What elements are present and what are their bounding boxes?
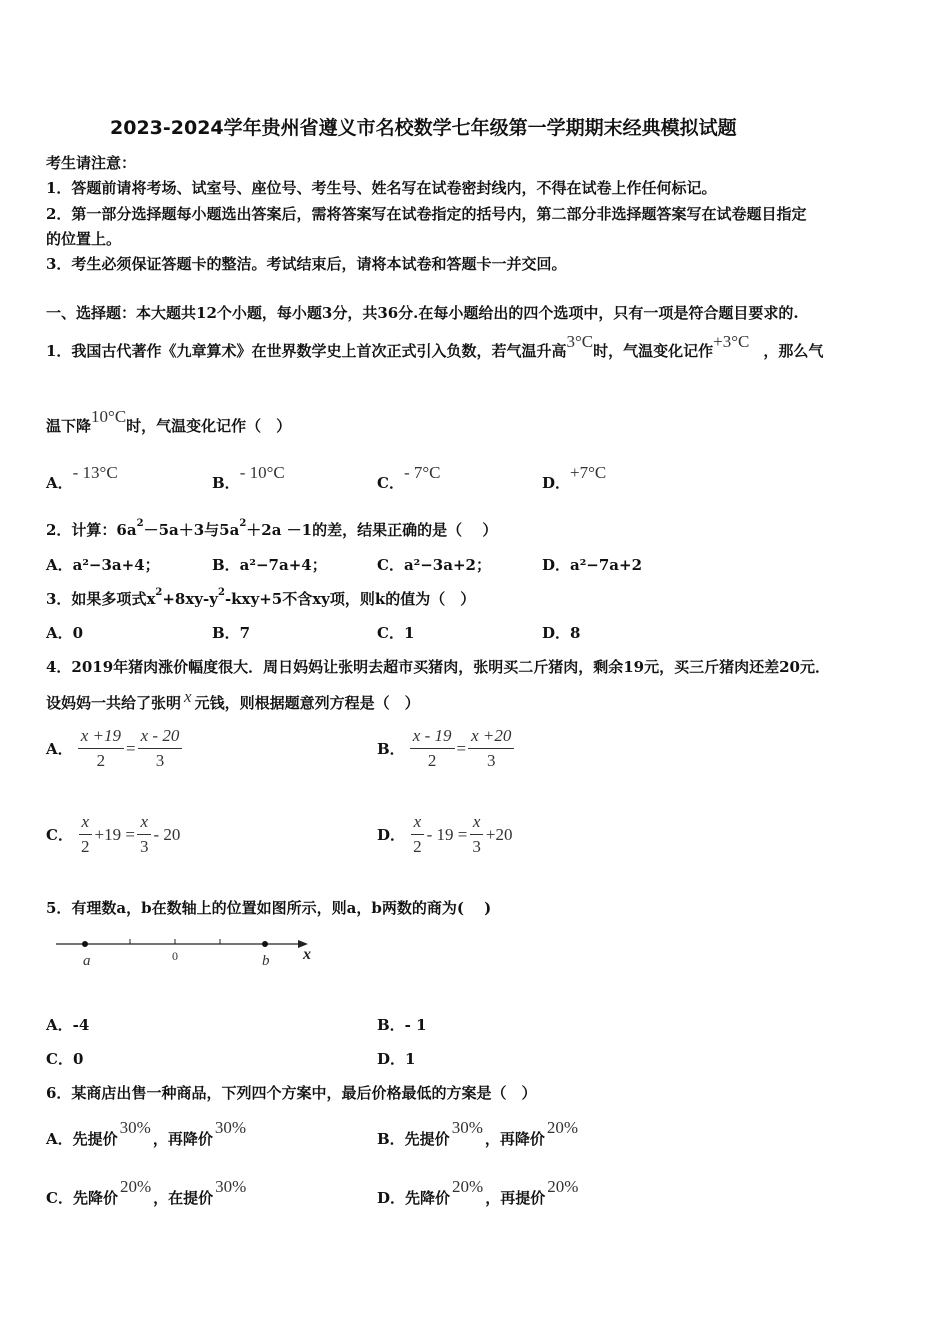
expression: - 19 =	[426, 824, 468, 844]
fraction	[468, 726, 514, 771]
q4-option-c[interactable]	[46, 812, 182, 857]
denominator: 2	[81, 837, 90, 856]
q6-option-c[interactable]	[46, 1177, 248, 1208]
option-label: C．	[377, 474, 404, 492]
numerator: x +20	[468, 726, 514, 749]
percent-value: 20%	[546, 1118, 579, 1137]
question-3-stem	[46, 588, 475, 609]
fraction	[469, 812, 484, 857]
q2-option-a[interactable]: A．a²−3a+4；	[46, 556, 160, 574]
numerator: x - 19	[410, 726, 455, 749]
q2-text: ＋2a －1的差，结果正确的是（ ）	[246, 521, 498, 539]
q5-option-c[interactable]: C．0	[46, 1050, 84, 1068]
q2-text: －5a＋3与5a	[143, 521, 240, 539]
q4-option-b[interactable]	[377, 726, 514, 771]
q2-option-c[interactable]: C．a²−3a+2；	[377, 556, 491, 574]
label-a: a	[83, 953, 91, 969]
q2-sup: 2	[239, 518, 247, 529]
option-text: ，再降价	[152, 1130, 213, 1148]
option-text: ，再降价	[484, 1130, 545, 1148]
notice-item: 3．考生必须保证答题卡的整洁。考试结束后，请将本试卷和答题卡一并交回。	[46, 255, 567, 273]
q1-option-a[interactable]	[46, 463, 118, 492]
option-label: D．	[542, 474, 571, 492]
denominator: 3	[472, 837, 481, 856]
option-label: D．	[377, 826, 406, 844]
q2-sup: 2	[136, 518, 144, 529]
option-text: ，在提价	[153, 1189, 214, 1207]
q1-option-d[interactable]	[542, 463, 607, 492]
option-text: C．先降价	[46, 1189, 118, 1207]
denominator: 3	[486, 751, 496, 770]
q1-text: 1．我国古代著作《九章算术》在世界数学史上首次正式引入负数，若气温升高	[46, 342, 567, 360]
option-value: - 10°C	[239, 463, 285, 482]
percent-value: 20%	[119, 1177, 152, 1196]
q1-math: 10°C	[91, 407, 127, 426]
label-x: x	[303, 946, 311, 963]
q1-option-c[interactable]	[377, 463, 441, 492]
q6-option-d[interactable]	[377, 1177, 580, 1208]
numerator: x - 20	[138, 726, 183, 749]
q2-option-b[interactable]: B．a²−7a+4；	[212, 556, 327, 574]
percent-value: 30%	[215, 1177, 247, 1196]
question-4-stem-line2	[46, 687, 420, 713]
question-1-stem	[46, 332, 824, 361]
q1-text: 时，气温变化记作	[593, 342, 714, 360]
q1-text: 时，气温变化记作（ ）	[126, 417, 292, 435]
q3-option-a[interactable]: A．0	[46, 624, 84, 642]
expression: - 20	[153, 824, 181, 844]
numerator: x	[137, 812, 151, 835]
percent-value: 20%	[452, 1177, 484, 1196]
q3-sup: 2	[155, 587, 163, 598]
option-label: A．	[46, 474, 73, 492]
option-text: A．先提价	[46, 1130, 118, 1148]
label-zero: 0	[172, 949, 178, 963]
question-5-stem: 5．有理数a，b在数轴上的位置如图所示，则a，b两数的商为( )	[46, 899, 492, 917]
point-b	[262, 941, 268, 947]
option-label: C．	[46, 826, 73, 844]
numerator: x	[79, 812, 93, 835]
label-b: b	[262, 953, 270, 969]
option-value: - 7°C	[403, 463, 441, 482]
q2-option-d[interactable]: D．a²−7a+2	[542, 556, 643, 574]
page-title: 2023-2024学年贵州省遵义市名校数学七年级第一学期期末经典模拟试题	[110, 117, 737, 139]
percent-value: 30%	[214, 1118, 246, 1137]
q5-option-a[interactable]: A．-4	[46, 1016, 90, 1034]
option-label: A．	[46, 740, 73, 758]
q3-sup: 2	[217, 587, 225, 598]
equals-sign: =	[126, 738, 136, 758]
denominator: 2	[427, 751, 437, 770]
option-text: ，再提价	[485, 1189, 546, 1207]
q5-option-b[interactable]: B．- 1	[377, 1016, 427, 1034]
notice-item: 的位置上。	[46, 230, 122, 248]
percent-value: 20%	[547, 1177, 579, 1196]
notice-item: 2．第一部分选择题每小题选出答案后，需将答案写在试卷指定的括号内，第二部分非选择题答案写在试卷题目指定	[46, 205, 807, 223]
expression: +19 =	[94, 824, 135, 844]
q4-option-d[interactable]	[377, 812, 514, 857]
q3-text: 3．如果多项式x	[46, 590, 156, 608]
option-label: B．	[377, 740, 405, 758]
q4-variable: x	[184, 687, 192, 706]
question-2-stem	[46, 519, 497, 540]
number-line-figure	[50, 930, 330, 975]
percent-value: 30%	[119, 1118, 151, 1137]
fraction	[410, 812, 425, 857]
numerator: x	[470, 812, 484, 835]
q3-option-d[interactable]: D．8	[542, 624, 581, 642]
question-1-stem-line2	[46, 407, 292, 436]
fraction	[137, 812, 152, 857]
q4-text: 元钱，则根据题意列方程是（ ）	[194, 694, 420, 712]
question-6-stem: 6．某商店出售一种商品，下列四个方案中，最后价格最低的方案是（ ）	[46, 1084, 537, 1102]
fraction	[410, 726, 455, 771]
option-text: D．先降价	[377, 1189, 451, 1207]
q1-text: 温下降	[46, 417, 92, 435]
option-label: B．	[212, 474, 240, 492]
option-text: B．先提价	[377, 1130, 450, 1148]
notice-heading: 考生请注意：	[46, 154, 137, 172]
q1-text: ，那么气	[763, 342, 824, 360]
option-value: +7°C	[570, 463, 607, 482]
q6-option-b[interactable]	[377, 1118, 580, 1149]
question-4-stem: 4．2019年猪肉涨价幅度很大．周日妈妈让张明去超市买猪肉，张明买二斤猪肉，剩余19元，买三斤猪肉还差20元．	[46, 658, 830, 676]
equals-sign: =	[456, 738, 467, 758]
numerator: x +19	[78, 726, 124, 749]
fraction	[138, 726, 183, 771]
q3-option-c[interactable]: C．1	[377, 624, 415, 642]
q3-text: -kxy+5不含xy项，则k的值为（ ）	[224, 590, 476, 608]
q2-text: 2．计算：6a	[46, 521, 137, 539]
q3-option-b[interactable]: B．7	[212, 624, 251, 642]
percent-value: 30%	[451, 1118, 483, 1137]
fraction	[78, 812, 93, 857]
numerator: x	[411, 812, 425, 835]
denominator: 3	[139, 837, 149, 856]
option-value: - 13°C	[72, 463, 118, 482]
q1-math: 3°C	[566, 332, 594, 351]
q3-text: +8xy-y	[162, 590, 218, 608]
section-heading: 一、选择题：本大题共12个小题，每小题3分，共36分.在每小题给出的四个选项中，只有一项是符合题目要求的.	[46, 304, 799, 322]
denominator: 2	[413, 837, 422, 856]
q4-option-a[interactable]	[46, 726, 182, 771]
q6-option-a[interactable]	[46, 1118, 248, 1149]
fraction	[78, 726, 124, 771]
denominator: 2	[96, 751, 106, 770]
q5-option-d[interactable]: D．1	[377, 1050, 416, 1068]
point-a	[82, 941, 88, 947]
notice-item: 1．答题前请将考场、试室号、座位号、考生号、姓名写在试卷密封线内，不得在试卷上作任何标记。	[46, 179, 717, 197]
denominator: 3	[155, 751, 165, 770]
q4-text: 设妈妈一共给了张明	[46, 694, 182, 712]
q1-option-b[interactable]	[212, 463, 285, 492]
q1-math: +3°C	[713, 332, 750, 351]
expression: +20	[485, 824, 513, 844]
